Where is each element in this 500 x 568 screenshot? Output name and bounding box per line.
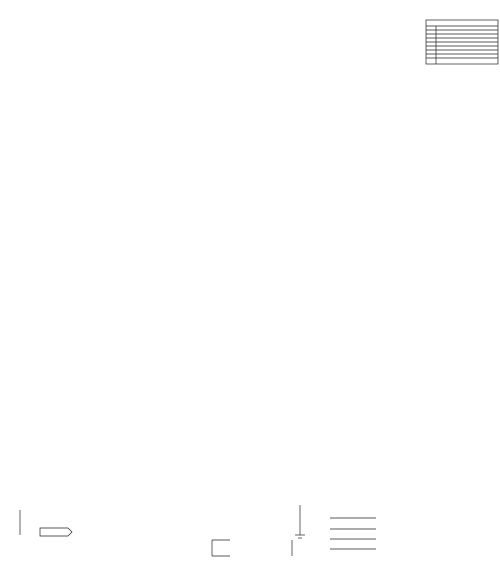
mnemonic-legend	[426, 20, 498, 64]
bottom-connectors	[212, 505, 376, 556]
from-sheet-arrow	[20, 510, 72, 536]
